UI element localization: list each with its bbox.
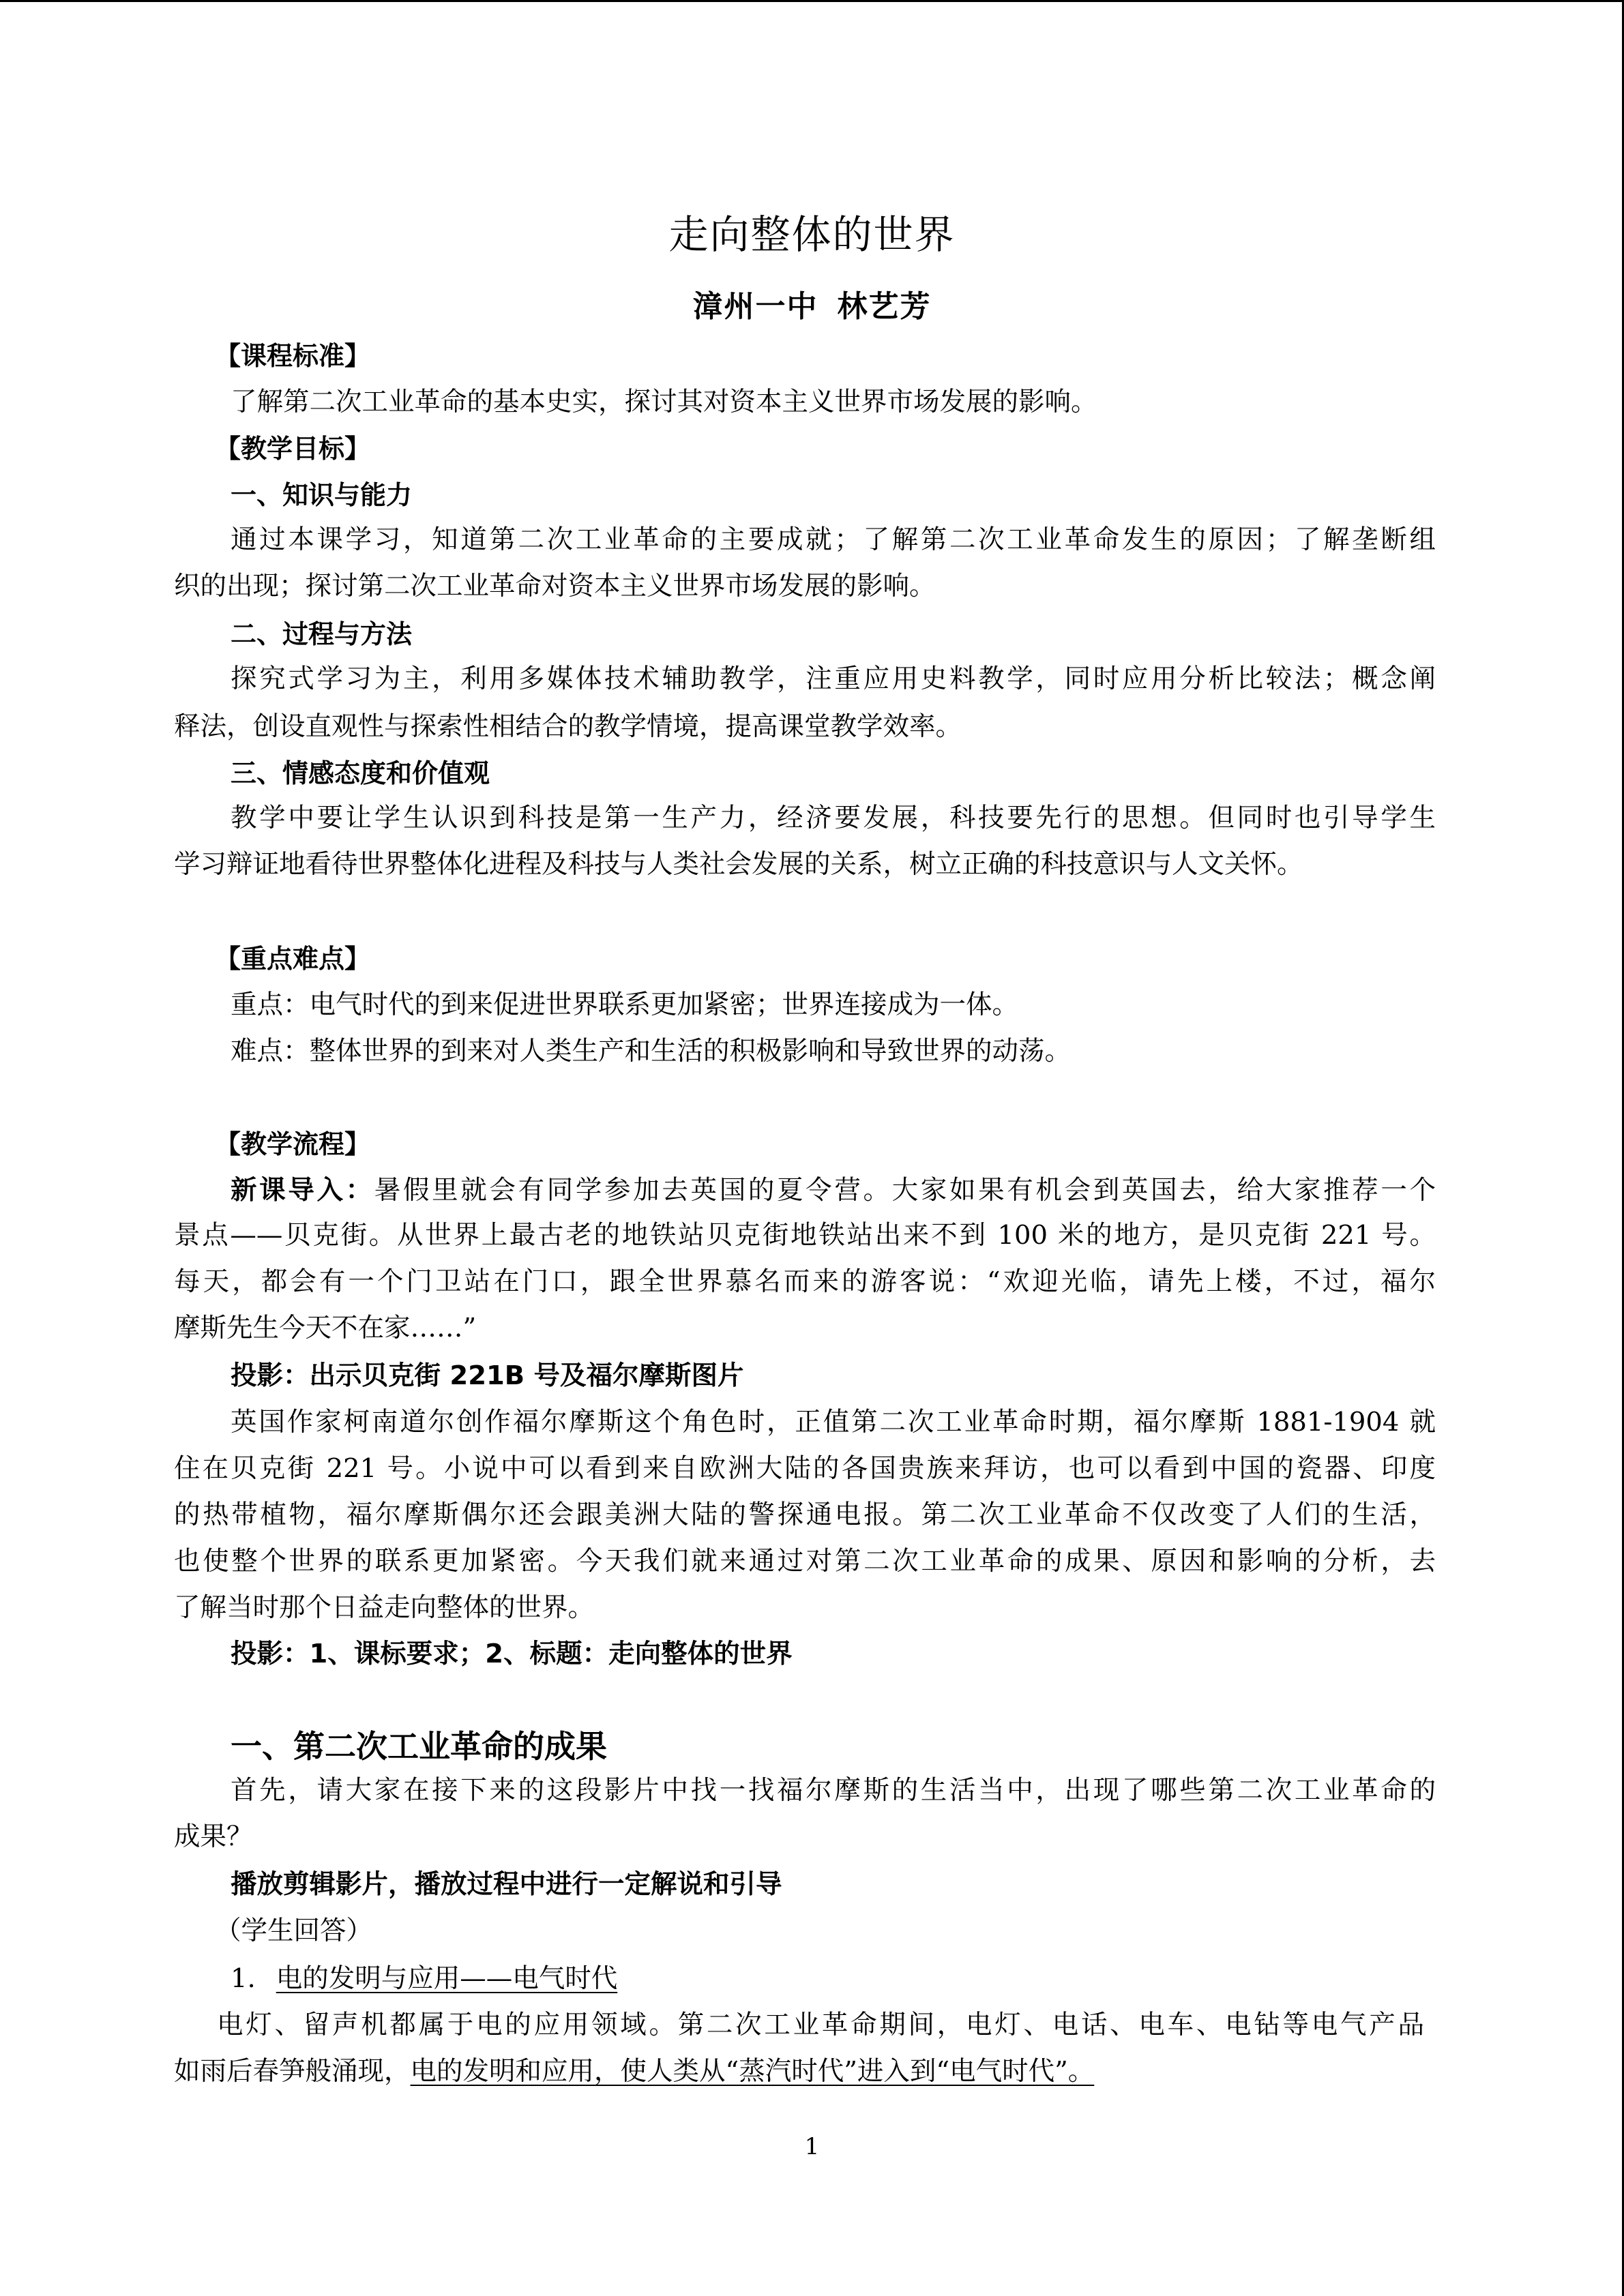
goal1-heading: 一、知识与能力 [231,480,413,510]
page-number: 1 [804,2133,820,2160]
student-answer: （学生回答） [215,1915,373,1946]
para2-line5: 了解当时那个日益走向整体的世界。 [174,1592,595,1623]
intro-line1-text: 暑假里就会有同学参加去英国的夏令营。大家如果有机会到英国去，给大家推荐一个 [374,1175,1436,1206]
intro-label: 新课导入： [231,1175,374,1206]
goal3-heading: 三、情感态度和价值观 [231,758,490,788]
item1-desc-line1: 电灯、留声机都属于电的应用领域。第二次工业革命期间，电灯、电话、电车、电钻等电气产品 [217,2010,1424,2040]
list-item-text: 电的发明与应用——电气时代 [276,1963,618,1994]
key-point: 重点：电气时代的到来促进世界联系更加紧密；世界连接成为一体。 [231,989,1019,1020]
difficult-point: 难点：整体世界的到来对人类生产和生活的积极影响和导致世界的动荡。 [231,1036,1072,1067]
intro-line1 [231,1173,1436,1208]
para2-line4: 也使整个世界的联系更加紧密。今天我们就来通过对第二次工业革命的成果、原因和影响的分析，去 [174,1546,1436,1577]
list-item-1 [231,1961,1492,1997]
para2-line3: 的热带植物，福尔摩斯偶尔还会跟美洲大陆的警探通电报。第二次工业革命不仅改变了人们的生活， [174,1500,1436,1530]
goal3-line2: 学习辩证地看待世界整体化进程及科技与人类社会发展的关系，树立正确的科技意识与人文关怀。 [174,849,1303,880]
page-border-top [0,0,1624,2]
section1-line1: 首先，请大家在接下来的这段影片中找一找福尔摩斯的生活当中，出现了哪些第二次工业革命的 [231,1775,1436,1806]
key-heading: 【重点难点】 [215,944,371,974]
projection-1: 投影：出示贝克街 221B 号及福尔摩斯图片 [231,1360,744,1391]
curriculum-heading: 【课程标准】 [215,341,371,371]
goal2-heading: 二、过程与方法 [231,619,413,649]
play-note: 播放剪辑影片，播放过程中进行一定解说和引导 [231,1869,782,1900]
curriculum-text: 了解第二次工业革命的基本史实，探讨其对资本主义世界市场发展的影响。 [231,387,1097,417]
author-name: 林艺芳 [837,289,932,324]
goals-heading: 【教学目标】 [215,434,371,464]
para2-line1: 英国作家柯南道尔创作福尔摩斯这个角色时，正值第二次工业革命时期，福尔摩斯 1881-1904 就 [231,1407,1436,1437]
goal2-line1: 探究式学习为主，利用多媒体技术辅助教学，注重应用史料教学，同时应用分析比较法；概念阐 [231,664,1436,694]
section1-line2: 成果？ [174,1821,253,1852]
intro-line3: 每天，都会有一个门卫站在门口，跟全世界慕名而来的游客说：“欢迎光临，请先上楼，不过，福尔 [174,1266,1436,1297]
author-line [0,286,1624,327]
goal1-line1: 通过本课学习，知道第二次工业革命的主要成就；了解第二次工业革命发生的原因；了解垄断组 [231,524,1436,555]
para2-line2: 住在贝克街 221 号。小说中可以看到来自欧洲大陆的各国贵族来拜访，也可以看到中国的瓷器、印度 [174,1453,1436,1484]
goal2-line2: 释法，创设直观性与探索性相结合的教学情境，提高课堂教学效率。 [174,711,962,742]
item1-desc-plain: 如雨后春笋般涌现， [174,2056,411,2087]
goal1-line2: 织的出现；探讨第二次工业革命对资本主义世界市场发展的影响。 [174,571,936,601]
section1-heading: 一、第二次工业革命的成果 [231,1728,607,1765]
item1-desc-line2 [174,2054,1436,2089]
intro-line2: 景点——贝克街。从世界上最古老的地铁站贝克街地铁站出来不到 100 米的地方，是贝克街 221 号。 [174,1220,1436,1251]
goal3-line1: 教学中要让学生认识到科技是第一生产力，经济要发展，科技要先行的思想。但同时也引导学生 [231,803,1436,833]
list-item-number: 1. [231,1963,256,1994]
document-title: 走向整体的世界 [668,211,956,258]
item1-desc-underlined: 电的发明和应用，使人类从“蒸汽时代”进入到“电气时代”。 [410,2056,1095,2087]
projection-2: 投影：1、课标要求；2、标题：走向整体的世界 [231,1639,793,1669]
flow-heading: 【教学流程】 [215,1129,371,1159]
author-school: 漳州一中 [692,289,818,324]
intro-line4: 摩斯先生今天不在家……” [174,1313,477,1343]
